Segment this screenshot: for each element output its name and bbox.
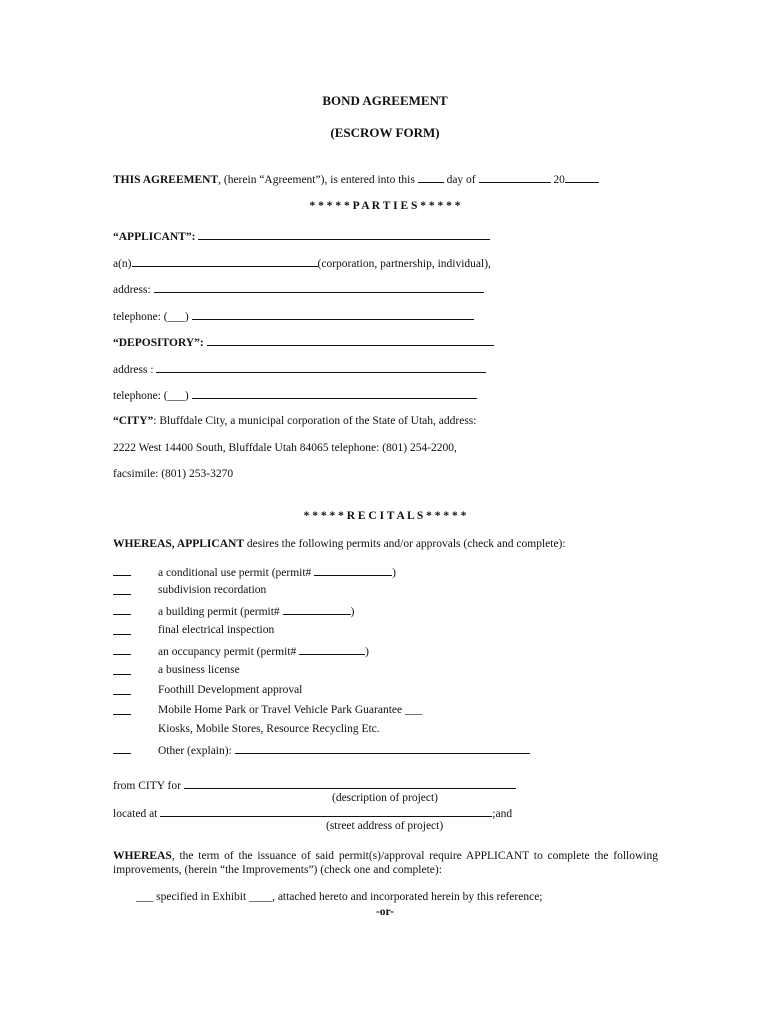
city-line-3: facsimile: (801) 253-3270 bbox=[113, 468, 234, 480]
depository-address-field[interactable] bbox=[156, 362, 486, 373]
whereas-applicant-line bbox=[113, 538, 566, 550]
permit-suffix: ) bbox=[365, 646, 369, 658]
city-line-1 bbox=[113, 415, 476, 427]
or-separator: -or- bbox=[375, 906, 395, 918]
day-of-label: day of bbox=[446, 174, 476, 186]
permit-number-field[interactable] bbox=[283, 604, 351, 615]
permit-suffix: ) bbox=[392, 567, 397, 579]
applicant-telephone-label: telephone: (___) bbox=[113, 311, 189, 323]
entity-type-line bbox=[113, 256, 491, 270]
year-prefix: 20 bbox=[553, 174, 565, 186]
whereas-applicant-text: desires the following permits and/or approvals (check and complete): bbox=[244, 538, 566, 550]
permit-label bbox=[158, 565, 396, 579]
intro-line bbox=[113, 172, 599, 186]
permit-item bbox=[113, 584, 267, 598]
permit-item bbox=[113, 624, 275, 638]
permit-label: subdivision recordation bbox=[158, 584, 267, 596]
month-field[interactable] bbox=[479, 172, 551, 183]
permit-item bbox=[113, 664, 240, 678]
entity-type-field[interactable] bbox=[132, 256, 318, 267]
city-label: “CITY” bbox=[113, 415, 154, 427]
permit-item bbox=[113, 604, 355, 618]
depository-telephone-field[interactable] bbox=[192, 388, 477, 399]
street-caption: (street address of project) bbox=[326, 820, 444, 832]
description-caption: (description of project) bbox=[332, 792, 439, 804]
intro-lead: THIS AGREEMENT bbox=[113, 174, 219, 186]
located-at-label: located at bbox=[113, 808, 158, 820]
permit-text: a conditional use permit (permit# bbox=[158, 567, 312, 579]
permit-label bbox=[158, 644, 369, 658]
depository-line bbox=[113, 335, 494, 349]
exhibit-line: ___ specified in Exhibit ____, attached hereto and incorporated herein by this reference; bbox=[136, 891, 543, 903]
whereas-improvements-lead: WHEREAS bbox=[113, 850, 172, 862]
applicant-telephone-field[interactable] bbox=[192, 309, 474, 320]
permit-label bbox=[158, 604, 354, 618]
permit-suffix: ) bbox=[350, 606, 355, 618]
located-at-line bbox=[113, 806, 512, 820]
depository-telephone-line bbox=[113, 388, 477, 402]
from-city-label: from CITY for bbox=[113, 780, 181, 792]
permit-item bbox=[113, 684, 303, 698]
permit-text: an occupancy permit (permit# bbox=[158, 646, 297, 658]
permit-label bbox=[158, 743, 530, 757]
day-field[interactable] bbox=[418, 172, 444, 183]
depository-address-line bbox=[113, 362, 486, 376]
permit-checkbox[interactable] bbox=[113, 664, 131, 675]
intro-text: , (herein “Agreement”), is entered into this bbox=[218, 174, 415, 186]
permit-checkbox[interactable] bbox=[113, 565, 131, 576]
applicant-address-line bbox=[113, 282, 484, 296]
and-text: ;and bbox=[492, 808, 513, 820]
city-text-1: : Bluffdale City, a municipal corporation of the State of Utah, address: bbox=[153, 415, 477, 427]
city-line-2: 2222 West 14400 South, Bluffdale Utah 84065 telephone: (801) 254-2200, bbox=[113, 442, 457, 454]
permit-checkbox[interactable] bbox=[113, 644, 131, 655]
applicant-line bbox=[113, 229, 490, 243]
permit-item bbox=[113, 644, 369, 658]
parties-header: * * * * * P A R T I E S * * * * * bbox=[309, 200, 461, 212]
applicant-label: “APPLICANT”: bbox=[113, 231, 196, 243]
permit-number-field[interactable] bbox=[299, 644, 365, 655]
permit-text: a building permit (permit# bbox=[158, 606, 280, 618]
applicant-telephone-line bbox=[113, 309, 474, 323]
depository-telephone-label: telephone: (___) bbox=[113, 390, 189, 402]
permit-checkbox[interactable] bbox=[113, 584, 131, 595]
permit-checkbox[interactable] bbox=[113, 743, 131, 754]
permit-item bbox=[113, 565, 397, 579]
permit-label: final electrical inspection bbox=[158, 624, 275, 636]
permit-number-field[interactable] bbox=[314, 565, 392, 576]
permit-label: Foothill Development approval bbox=[158, 684, 303, 696]
project-description-field[interactable] bbox=[184, 778, 516, 789]
from-city-line bbox=[113, 778, 516, 792]
street-address-field[interactable] bbox=[160, 806, 492, 817]
depository-name-field[interactable] bbox=[207, 335, 494, 346]
permit-checkbox[interactable] bbox=[113, 604, 131, 615]
depository-label: “DEPOSITORY”: bbox=[113, 337, 204, 349]
permit-label: Kiosks, Mobile Stores, Resource Recycling Etc. bbox=[158, 723, 380, 735]
entity-types-text: (corporation, partnership, individual), bbox=[317, 258, 491, 270]
other-explain-field[interactable] bbox=[235, 743, 530, 754]
applicant-address-field[interactable] bbox=[154, 282, 484, 293]
permit-text: Other (explain): bbox=[158, 745, 232, 757]
permit-checkbox[interactable] bbox=[113, 684, 131, 695]
year-field[interactable] bbox=[565, 172, 599, 183]
document-subtitle: (ESCROW FORM) bbox=[330, 125, 440, 140]
depository-address-label: address : bbox=[113, 364, 154, 376]
permit-label: a business license bbox=[158, 664, 240, 676]
applicant-name-field[interactable] bbox=[198, 229, 490, 240]
permit-checkbox[interactable] bbox=[113, 624, 131, 635]
permit-checkbox[interactable] bbox=[113, 704, 131, 715]
whereas-improvements-text: , the term of the issuance of said permit(s)/approval require APPLICANT to complete the following improvements, (herein “the Improvements”) (check one and complete): bbox=[113, 850, 658, 876]
permit-item bbox=[113, 743, 232, 757]
document-title: BOND AGREEMENT bbox=[322, 93, 448, 108]
applicant-address-label: address: bbox=[113, 284, 151, 296]
an-label: a(n) bbox=[113, 258, 132, 270]
whereas-applicant-lead: WHEREAS, APPLICANT bbox=[113, 538, 244, 550]
recitals-header: * * * * * R E C I T A L S * * * * * bbox=[303, 510, 467, 522]
permit-item bbox=[113, 704, 423, 718]
permit-label: Mobile Home Park or Travel Vehicle Park Guarantee ___ bbox=[158, 704, 423, 716]
whereas-improvements-paragraph bbox=[113, 849, 658, 877]
